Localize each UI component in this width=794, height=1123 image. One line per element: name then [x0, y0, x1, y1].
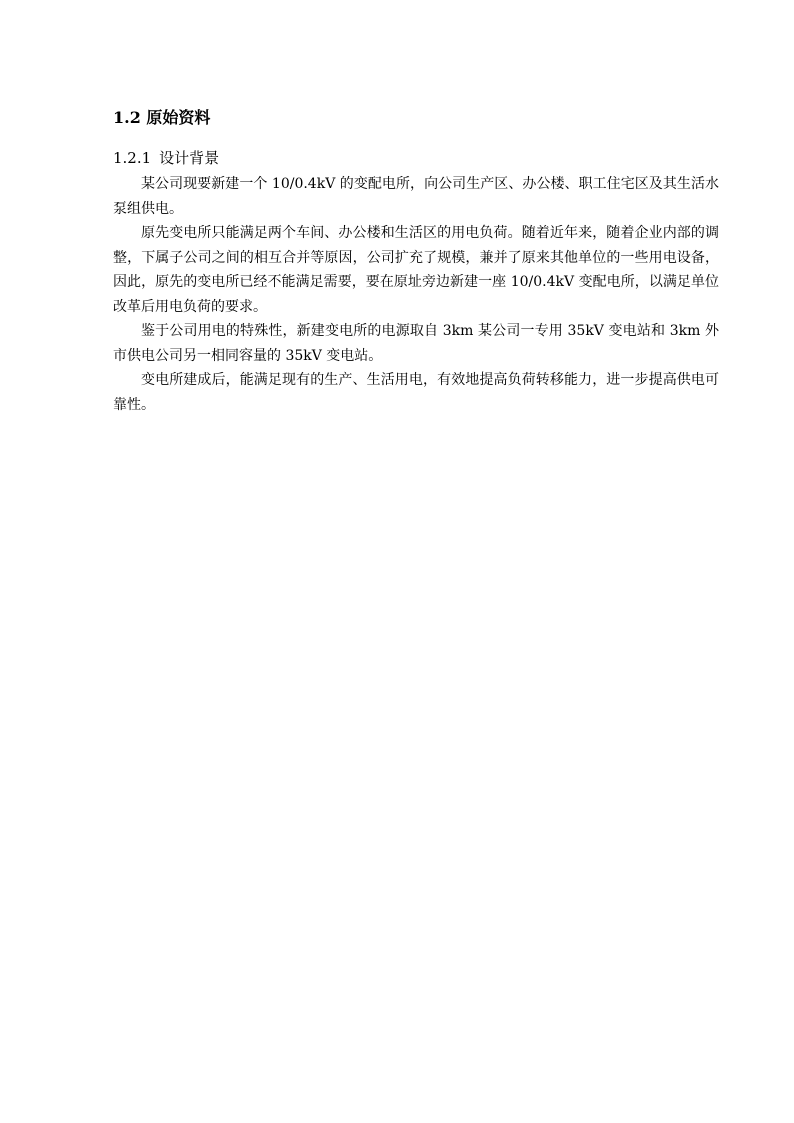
paragraph-4: 变电所建成后，能满足现有的生产、生活用电，有效地提高负荷转移能力，进一步提高供电可靠性。 [113, 372, 719, 413]
paragraph-3: 鉴于公司用电的特殊性，新建变电所的电源取自 3km 某公司一专用 35kV 变电站和 3km 外市供电公司另一相同容量的 35kV 变电站。 [113, 323, 719, 364]
subsection-heading [113, 147, 719, 169]
section-heading [113, 107, 719, 129]
paragraph-2: 原先变电所只能满足两个车间、办公楼和生活区的用电负荷。随着近年来，随着企业内部的调整，下属子公司之间的相互合并等原因，公司扩充了规模，兼并了原来其他单位的一些用电设备，因此，原先的变电所已经不能满足需要，要在原址旁边新建一座 10/0.4kV 变配电所，以满足单位改革后用电负荷的要求。 [113, 225, 719, 315]
paragraph-1: 某公司现要新建一个 10/0.4kV 的变配电所，向公司生产区、办公楼、职工住宅区及其生活水泵组供电。 [113, 176, 719, 217]
section-title: 1.2 原始资料 [113, 108, 211, 127]
subsection-number: 1.2.1 [113, 149, 152, 167]
document-page [113, 100, 719, 417]
body-text [113, 172, 719, 417]
subsection-title: 设计背景 [159, 149, 220, 167]
